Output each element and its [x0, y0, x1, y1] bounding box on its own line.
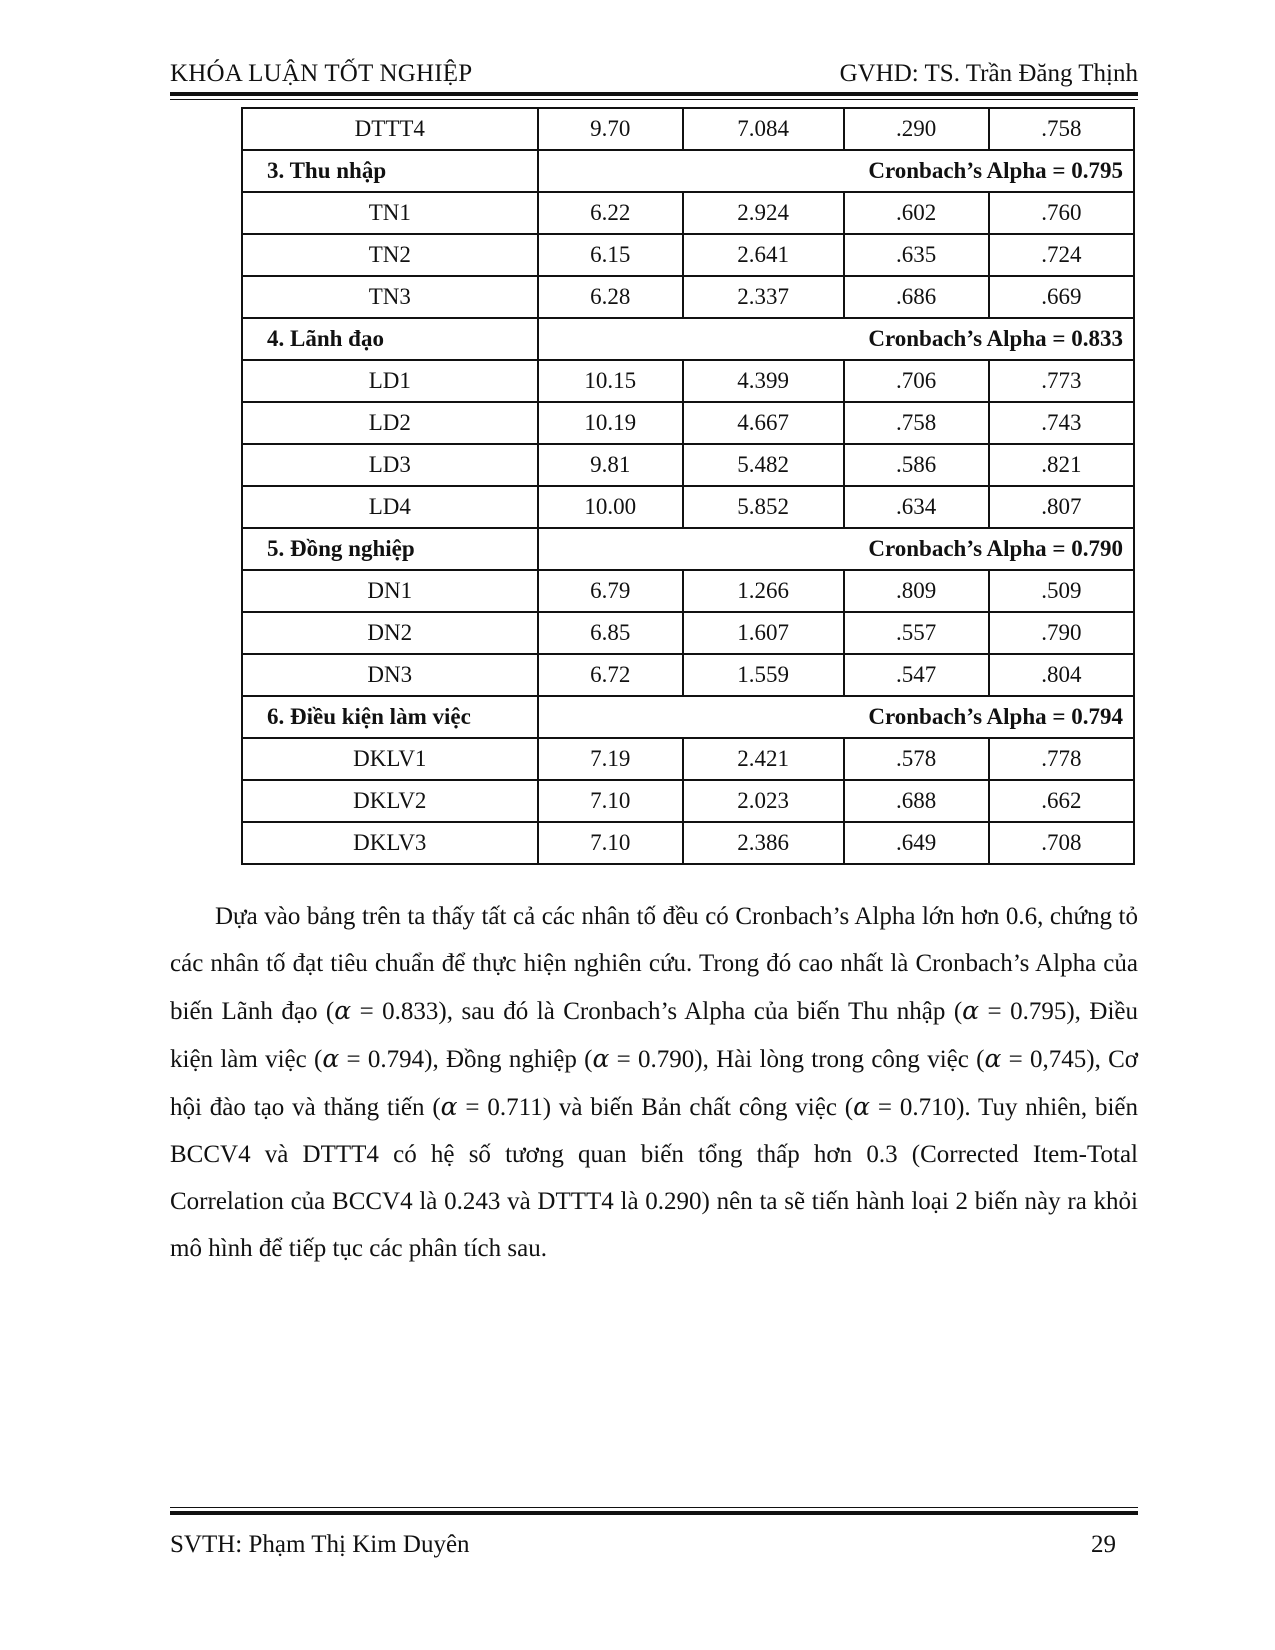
alpha-if-deleted: .758	[989, 108, 1134, 150]
footer-rule-thick	[170, 1511, 1138, 1515]
alpha-if-deleted: .804	[989, 654, 1134, 696]
paragraph-text: = 0.833), sau đó là Cronbach’s Alpha của biến Thu nhập (	[351, 998, 963, 1025]
item-total-correlation: .634	[844, 486, 989, 528]
scale-variance-if-deleted: 2.924	[683, 192, 844, 234]
item-total-correlation: .547	[844, 654, 989, 696]
alpha-symbol: α	[984, 1044, 1002, 1073]
item-code: DKLV1	[242, 738, 538, 780]
item-code: LD2	[242, 402, 538, 444]
item-total-correlation: .635	[844, 234, 989, 276]
item-code: LD4	[242, 486, 538, 528]
group-name: 5. Đồng nghiệp	[242, 528, 538, 570]
item-code: LD1	[242, 360, 538, 402]
table-row	[242, 570, 1134, 612]
alpha-if-deleted: .662	[989, 780, 1134, 822]
item-code: TN2	[242, 234, 538, 276]
item-code: DTTT4	[242, 108, 538, 150]
page-header	[170, 56, 1138, 92]
item-total-correlation: .578	[844, 738, 989, 780]
table-row	[242, 654, 1134, 696]
scale-variance-if-deleted: 2.337	[683, 276, 844, 318]
analysis-paragraph	[170, 893, 1138, 1272]
table-row	[242, 738, 1134, 780]
item-total-correlation: .758	[844, 402, 989, 444]
page-number: 29	[1091, 1531, 1116, 1558]
paragraph-text: Dựa vào bảng trên ta thấy tất cả các nhân tố đều có Cronbach’s Alpha lớn hơn 0.6, chứng tỏ các nhân tố đạt tiêu chuẩn để thực hiện nghiên cứu. Trong đó cao nhất là Cronbach’s Alpha của biến Lãnh đạo (	[170, 903, 1138, 1025]
alpha-if-deleted: .773	[989, 360, 1134, 402]
alpha-symbol: α	[853, 1092, 871, 1121]
header-thesis-title: KHÓA LUẬN TỐT NGHIỆP	[170, 60, 473, 87]
scale-mean-if-deleted: 6.22	[538, 192, 683, 234]
alpha-symbol: α	[592, 1044, 610, 1073]
group-cronbach-alpha: Cronbach’s Alpha = 0.794	[538, 696, 1134, 738]
scale-variance-if-deleted: 7.084	[683, 108, 844, 150]
table-group-row	[242, 696, 1134, 738]
scale-mean-if-deleted: 10.15	[538, 360, 683, 402]
item-code: DKLV2	[242, 780, 538, 822]
paragraph-text: = 0.790), Hài lòng trong công việc (	[609, 1046, 985, 1073]
table-row	[242, 234, 1134, 276]
alpha-if-deleted: .807	[989, 486, 1134, 528]
table-row	[242, 444, 1134, 486]
item-total-correlation: .688	[844, 780, 989, 822]
alpha-if-deleted: .509	[989, 570, 1134, 612]
paragraph-text: = 0.795), Điều kiện làm việc (	[170, 998, 1138, 1073]
group-cronbach-alpha: Cronbach’s Alpha = 0.795	[538, 150, 1134, 192]
item-total-correlation: .809	[844, 570, 989, 612]
item-total-correlation: .586	[844, 444, 989, 486]
alpha-symbol: α	[322, 1044, 340, 1073]
group-cronbach-alpha: Cronbach’s Alpha = 0.833	[538, 318, 1134, 360]
table-group-row	[242, 528, 1134, 570]
table-row	[242, 192, 1134, 234]
scale-variance-if-deleted: 1.607	[683, 612, 844, 654]
scale-variance-if-deleted: 2.386	[683, 822, 844, 864]
scale-mean-if-deleted: 7.10	[538, 822, 683, 864]
scale-variance-if-deleted: 4.399	[683, 360, 844, 402]
table-row	[242, 486, 1134, 528]
scale-mean-if-deleted: 6.28	[538, 276, 683, 318]
header-advisor: GVHD: TS. Trần Đăng Thịnh	[839, 60, 1138, 87]
paragraph-text: = 0,745), Cơ hội đào tạo và thăng tiến (	[170, 1046, 1138, 1121]
scale-variance-if-deleted: 2.421	[683, 738, 844, 780]
item-total-correlation: .649	[844, 822, 989, 864]
alpha-if-deleted: .708	[989, 822, 1134, 864]
table-row	[242, 360, 1134, 402]
group-name: 4. Lãnh đạo	[242, 318, 538, 360]
alpha-symbol: α	[334, 996, 352, 1025]
scale-mean-if-deleted: 10.19	[538, 402, 683, 444]
scale-mean-if-deleted: 7.19	[538, 738, 683, 780]
scale-mean-if-deleted: 7.10	[538, 780, 683, 822]
item-total-correlation: .602	[844, 192, 989, 234]
header-rule-thick	[170, 92, 1138, 96]
group-name: 6. Điều kiện làm việc	[242, 696, 538, 738]
table-row	[242, 612, 1134, 654]
table-group-row	[242, 318, 1134, 360]
footer-student: SVTH: Phạm Thị Kim Duyên	[170, 1531, 470, 1558]
alpha-if-deleted: .778	[989, 738, 1134, 780]
item-total-correlation: .557	[844, 612, 989, 654]
scale-variance-if-deleted: 1.266	[683, 570, 844, 612]
item-code: DN1	[242, 570, 538, 612]
scale-variance-if-deleted: 4.667	[683, 402, 844, 444]
scale-mean-if-deleted: 6.72	[538, 654, 683, 696]
item-total-correlation: .706	[844, 360, 989, 402]
item-total-correlation: .290	[844, 108, 989, 150]
group-cronbach-alpha: Cronbach’s Alpha = 0.790	[538, 528, 1134, 570]
table-row	[242, 108, 1134, 150]
paragraph-text: = 0.794), Đồng nghiệp (	[339, 1046, 593, 1073]
alpha-symbol: α	[440, 1092, 458, 1121]
alpha-if-deleted: .669	[989, 276, 1134, 318]
item-code: TN1	[242, 192, 538, 234]
alpha-if-deleted: .790	[989, 612, 1134, 654]
page-footer	[170, 1527, 1138, 1563]
item-code: TN3	[242, 276, 538, 318]
header-rule-thin	[170, 99, 1138, 100]
item-code: DN3	[242, 654, 538, 696]
scale-mean-if-deleted: 9.70	[538, 108, 683, 150]
scale-variance-if-deleted: 1.559	[683, 654, 844, 696]
scale-mean-if-deleted: 6.85	[538, 612, 683, 654]
item-code: DKLV3	[242, 822, 538, 864]
table-row	[242, 822, 1134, 864]
footer-rule-thin	[170, 1507, 1138, 1508]
item-total-correlation: .686	[844, 276, 989, 318]
paragraph-text: = 0.711) và biến Bản chất công việc (	[457, 1094, 854, 1121]
reliability-table-body	[242, 108, 1134, 864]
alpha-if-deleted: .821	[989, 444, 1134, 486]
scale-mean-if-deleted: 6.15	[538, 234, 683, 276]
reliability-table	[241, 107, 1135, 865]
scale-variance-if-deleted: 5.482	[683, 444, 844, 486]
group-name: 3. Thu nhập	[242, 150, 538, 192]
scale-mean-if-deleted: 9.81	[538, 444, 683, 486]
table-row	[242, 402, 1134, 444]
scale-mean-if-deleted: 6.79	[538, 570, 683, 612]
paragraph-text: = 0.710). Tuy nhiên, biến BCCV4 và DTTT4 có hệ số tương quan biến tổng thấp hơn 0.3 (Corrected Item-Total Correlation của BCCV4 là 0.243 và DTTT4 là 0.290) nên ta sẽ tiến hành loại 2 biến này ra khỏi mô hình để tiếp tục các phân tích sau.	[170, 1094, 1138, 1262]
scale-variance-if-deleted: 5.852	[683, 486, 844, 528]
alpha-if-deleted: .743	[989, 402, 1134, 444]
scale-variance-if-deleted: 2.641	[683, 234, 844, 276]
scale-mean-if-deleted: 10.00	[538, 486, 683, 528]
scale-variance-if-deleted: 2.023	[683, 780, 844, 822]
item-code: LD3	[242, 444, 538, 486]
item-code: DN2	[242, 612, 538, 654]
alpha-if-deleted: .760	[989, 192, 1134, 234]
table-row	[242, 276, 1134, 318]
alpha-if-deleted: .724	[989, 234, 1134, 276]
alpha-symbol: α	[962, 996, 980, 1025]
table-row	[242, 780, 1134, 822]
table-group-row	[242, 150, 1134, 192]
